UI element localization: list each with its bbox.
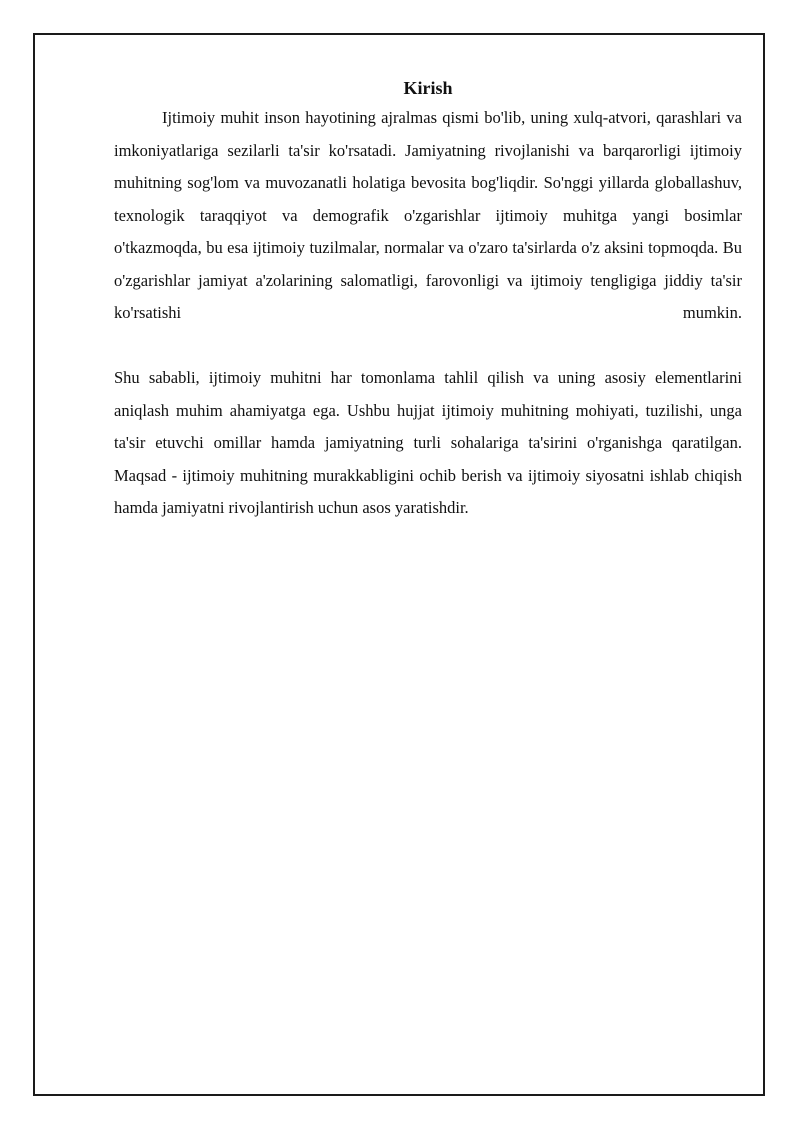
document-title: Kirish — [403, 78, 453, 98]
document-body — [114, 74, 742, 525]
paragraph-spacer — [114, 330, 742, 363]
paragraph-purpose: Shu sababli, ijtimoiy muhitni har tomonlama tahlil qilish va uning asosiy elementlarini aniqlash muhim ahamiyatga ega. Ushbu hujjat ijtimoiy muhitning mohiyati, tuzilishi, unga ta'sir etuvchi omillar hamda jamiyatning turli sohalariga ta'sirini o'rganishga qaratilgan. Maqsad - ijtimoiy muhitning murakkabligini ochib berish va ijtimoiy siyosatni ishlab chiqish hamda jamiyatni rivojlantirish uchun asos yaratishdir. — [114, 368, 742, 517]
paragraph-intro: Ijtimoiy muhit inson hayotining ajralmas qismi bo'lib, uning xulq-atvori, qarashlari va imkoniyatlariga sezilarli ta'sir ko'rsatadi. Jamiyatning rivojlanishi va barqarorligi ijtimoiy muhitning sog'lom va muvozanatli holatiga bevosita bog'liqdir. So'nggi yillarda globallashuv, texnologik taraqqiyot va demografik o'zgarishlar ijtimoiy muhitga yangi bosimlar o'tkazmoqda, bu esa ijtimoiy tuzilmalar, normalar va o'zaro ta'sirlarda o'z aksini topmoqda. Bu o'zgarishlar jamiyat a'zolarining salomatligi, farovonligi va ijtimoiy tengligiga jiddiy ta'sir ko'rsatishi mumkin. — [114, 108, 742, 322]
